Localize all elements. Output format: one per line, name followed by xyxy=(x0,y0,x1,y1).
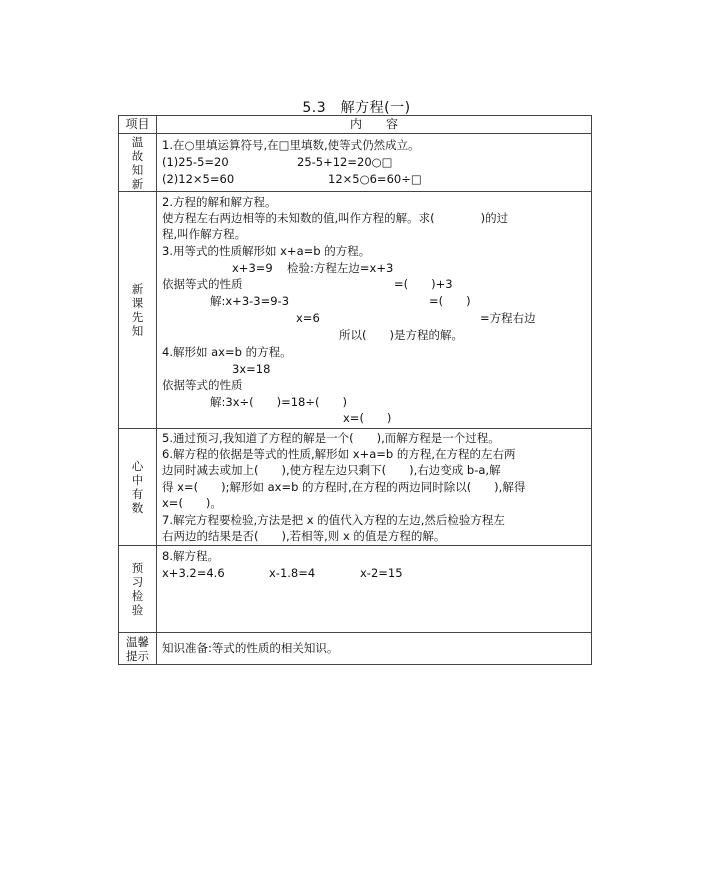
worksheet-table xyxy=(118,115,592,665)
section-key-points xyxy=(119,429,592,546)
section-practice xyxy=(119,546,592,633)
section-label: 新 课 先 知 xyxy=(119,192,157,429)
text-line: x-2=15 xyxy=(360,566,403,580)
text-line: 6.解方程的依据是等式的性质,解形如 x+a=b 的方程,在方程的左右两 xyxy=(162,447,516,461)
text-line: x=( )。 xyxy=(162,496,222,510)
text-line: x=6 xyxy=(296,311,320,325)
text-line: 1.在○里填运算符号,在□里填数,使等式仍然成立。 xyxy=(162,138,420,152)
text-line: x=( ) xyxy=(343,411,392,425)
text-line: 3x=18 xyxy=(232,362,271,376)
text-line: 8.解方程。 xyxy=(162,549,219,563)
text-line: 解:x+3-3=9-3 xyxy=(210,294,290,308)
header-item: 项目 xyxy=(119,116,157,134)
section-review xyxy=(119,134,592,192)
text-line: 5.通过预习,我知道了方程的解是一个( ),而解方程是一个过程。 xyxy=(162,431,500,445)
text-line: x-1.8=4 xyxy=(269,566,316,580)
section-label: 预 习 检 验 xyxy=(119,546,157,633)
text-line: =( )+3 xyxy=(394,277,453,291)
section-content xyxy=(157,546,592,633)
text-line: 解:3x÷( )=18÷( ) xyxy=(210,395,347,409)
page-title: 5.3 解方程(一) xyxy=(302,100,411,116)
text-line: 依据等式的性质 xyxy=(162,378,243,392)
text-line: 2.方程的解和解方程。 xyxy=(162,195,277,209)
text-line: 25-5+12=20○□ xyxy=(297,155,393,169)
text-line: x+3.2=4.6 xyxy=(162,566,225,580)
text-line: 右两边的结果是否( ),若相等,则 x 的值是方程的解。 xyxy=(162,529,446,543)
section-label: 温 故 知 新 xyxy=(119,134,157,192)
text-line: 7.解完方程要检验,方法是把 x 的值代入方程的左边,然后检验方程左 xyxy=(162,513,505,527)
text-line: (1)25-5=20 xyxy=(162,155,229,169)
header-row xyxy=(119,116,592,134)
text-line: 4.解形如 ax=b 的方程。 xyxy=(162,345,292,359)
text-line: 3.用等式的性质解形如 x+a=b 的方程。 xyxy=(162,244,371,258)
header-content: 内 容 xyxy=(157,116,592,134)
section-content xyxy=(157,429,592,546)
text-line: 程,叫作解方程。 xyxy=(162,227,247,241)
text-line: 检验:方程左边=x+3 xyxy=(287,261,394,275)
text-line: 12×5○6=60÷□ xyxy=(328,172,422,186)
section-content xyxy=(157,134,592,192)
text-line: x+3=9 xyxy=(232,261,273,275)
section-content xyxy=(157,633,592,665)
section-tips xyxy=(119,633,592,665)
text-line: 依据等式的性质 xyxy=(162,277,243,291)
section-label: 温馨 提示 xyxy=(119,633,157,665)
text-line: 知识准备:等式的性质的相关知识。 xyxy=(162,641,339,655)
section-content xyxy=(157,192,592,429)
text-line: =( ) xyxy=(429,294,471,308)
text-line: 边同时减去或加上( ),使方程左边只剩下( ),右边变成 b-a,解 xyxy=(162,463,501,477)
text-line: 使方程左右两边相等的未知数的值,叫作方程的解。求( )的过 xyxy=(162,211,509,225)
text-line: (2)12×5=60 xyxy=(162,172,235,186)
text-line: =方程右边 xyxy=(480,311,536,325)
text-line: 所以( )是方程的解。 xyxy=(339,328,463,342)
text-line: 得 x=( );解形如 ax=b 的方程时,在方程的两边同时除以( ),解得 xyxy=(162,480,526,494)
section-new-lesson xyxy=(119,192,592,429)
section-label: 心 中 有 数 xyxy=(119,429,157,546)
